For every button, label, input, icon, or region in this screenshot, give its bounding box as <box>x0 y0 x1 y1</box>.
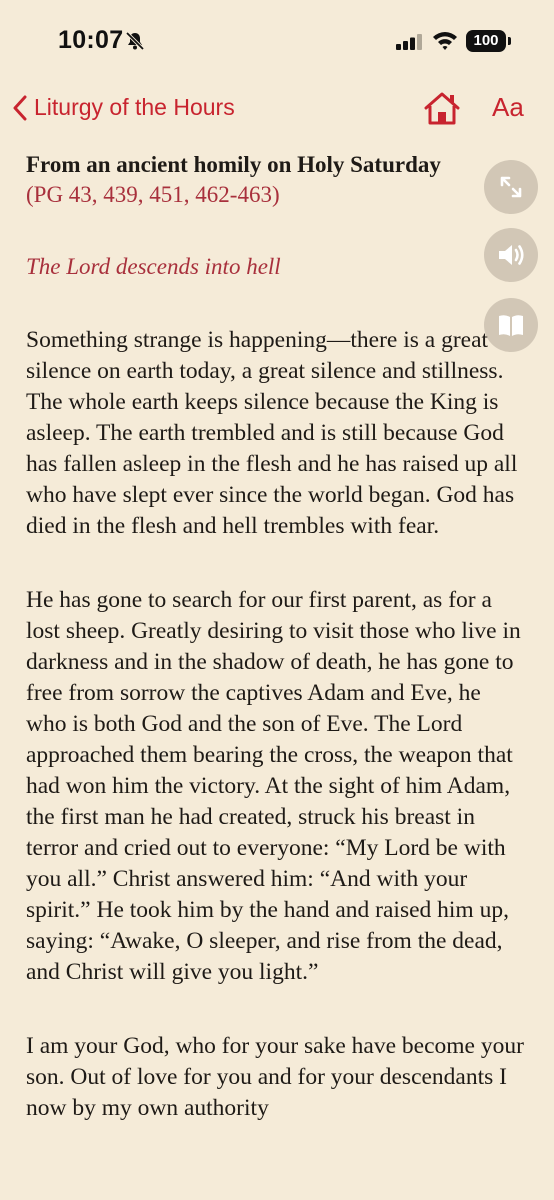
wifi-icon <box>432 30 458 50</box>
home-icon[interactable] <box>422 90 462 126</box>
expand-icon <box>497 173 525 201</box>
audio-button[interactable] <box>484 228 538 282</box>
reading-paragraph: Something strange is happening—there is a great silence on earth today, a great silence and stillness. The whole earth keeps silence because the King is asleep. The earth trembled and is still because God has fallen asleep in the flesh and he has raised up all who have slept ever since the world began. God has died in the flesh and hell trembles with fear. <box>26 327 518 539</box>
battery-icon: 100 <box>466 30 506 52</box>
reading-content <box>26 150 526 1124</box>
back-label: Liturgy of the Hours <box>34 94 235 120</box>
bell-slash-icon <box>124 30 146 52</box>
signal-icon <box>396 34 424 50</box>
reading-title: From an ancient homily on Holy Saturday <box>26 152 441 177</box>
speaker-icon <box>496 241 526 269</box>
back-button[interactable] <box>12 94 235 121</box>
status-time: 10:07 <box>58 26 124 54</box>
reading-paragraph: He has gone to search for our first parent, as for a lost sheep. Greatly desiring to visit those who live in darkness and in the shadow of death, he has gone to free from sorrow the captives Adam and Eve, he who is both God and the son of Eve. The Lord approached them bearing the cross, the weapon that had won him the victory. At the sight of him Adam, the first man he had created, struck his breast in terror and cried out to everyone: “My Lord be with you all.” Christ answered him: “And with your spirit.” He took him by the hand and raised him up, saying: “Awake, O sleeper, and rise from the dead, and Christ will give you light.” <box>26 587 521 985</box>
reading-paragraph: I am your God, who for your sake have become your son. Out of love for you and for your descendants I now by my own authority <box>26 1033 524 1121</box>
reading-subtitle: The Lord descends into hell <box>26 254 281 279</box>
expand-button[interactable] <box>484 160 538 214</box>
book-button[interactable] <box>484 298 538 352</box>
nav-bar <box>0 82 554 134</box>
font-size-button[interactable]: Aa <box>492 92 524 122</box>
status-bar <box>0 0 554 80</box>
book-icon <box>496 311 526 339</box>
battery-nub <box>508 37 511 45</box>
chevron-left-icon <box>12 95 28 121</box>
bottom-fade <box>0 1140 554 1200</box>
reading-citation: (PG 43, 439, 451, 462-463) <box>26 182 280 207</box>
